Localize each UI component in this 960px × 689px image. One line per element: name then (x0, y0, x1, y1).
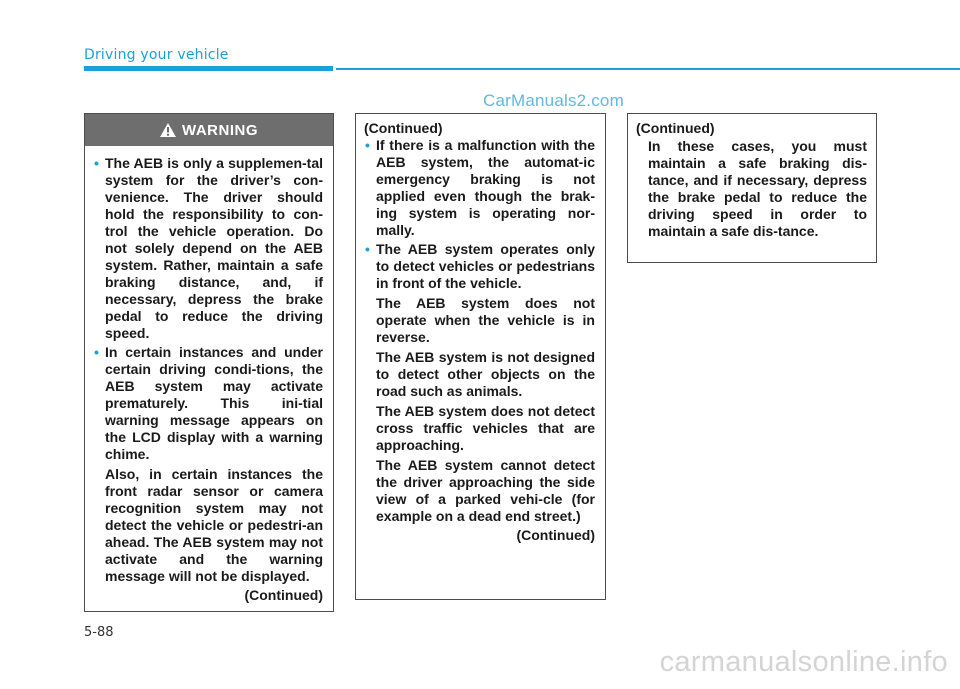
warning-content (85, 146, 333, 604)
continued-heading: (Continued) (364, 120, 443, 136)
continued-label: (Continued) (244, 587, 323, 603)
page-number: 5-88 (84, 625, 114, 640)
paragraph: The AEB system does not operate when the vehicle is in reverse. (376, 295, 595, 345)
warning-header (85, 114, 333, 146)
header-rule-thin (336, 68, 960, 70)
paragraph: Also, in certain instances the front radar sensor or camera recognition system may not detect the vehicle or pedestri-an ahead. The AEB system may not activate and the warning message will not be displayed. (105, 466, 323, 584)
continued-box-3 (627, 113, 877, 263)
paragraph: The AEB system cannot detect the driver approaching the side view of a parked vehi-cle (for example on a dead end street.) (376, 457, 595, 524)
continued-label: (Continued) (516, 527, 595, 543)
paragraph: The AEB system is not designed to detect other objects on the road such as animals. (376, 349, 595, 399)
box2-content (356, 114, 605, 544)
list-item: • The AEB system operates only to detect vehicles or pedestrians in front of the vehicle. (376, 241, 595, 292)
box3-content (628, 114, 876, 240)
warning-box (84, 113, 334, 612)
paragraph: The AEB system does not detect cross traffic vehicles that are approaching. (376, 403, 595, 453)
warning-label: WARNING (182, 121, 258, 139)
paragraph: In these cases, you must maintain a safe braking dis-tance, and if necessary, depress the brake pedal to reduce the driving speed in order to maintain a safe dis-tance. (648, 138, 867, 239)
footer-watermark[interactable]: carmanualsonline.info (659, 646, 948, 678)
header-rule-thick (84, 66, 333, 71)
section-title: Driving your vehicle (84, 47, 229, 63)
list-item: • In certain instances and under certain driving condi-tions, the AEB system may activate prematurely. This ini-tial warning message appears on the LCD display with a warning chime. (105, 344, 323, 463)
list-item: • The AEB is only a supplemen-tal system for the driver’s con-venience. The driver should hold the responsibility to con-trol the vehicle operation. Do not solely depend on the AEB system. Rather, maintain a safe braking distance, and, if necessary, depress the brake pedal to reduce the driving speed. (105, 155, 323, 342)
continued-box-2 (355, 113, 606, 600)
continued-heading: (Continued) (636, 120, 715, 136)
top-watermark[interactable]: CarManuals2.com (483, 91, 624, 110)
warning-triangle-icon (160, 123, 176, 137)
list-item: • If there is a malfunction with the AEB system, the automat-ic emergency braking is not applied even though the brak-ing system is operating nor-mally. (376, 137, 595, 239)
